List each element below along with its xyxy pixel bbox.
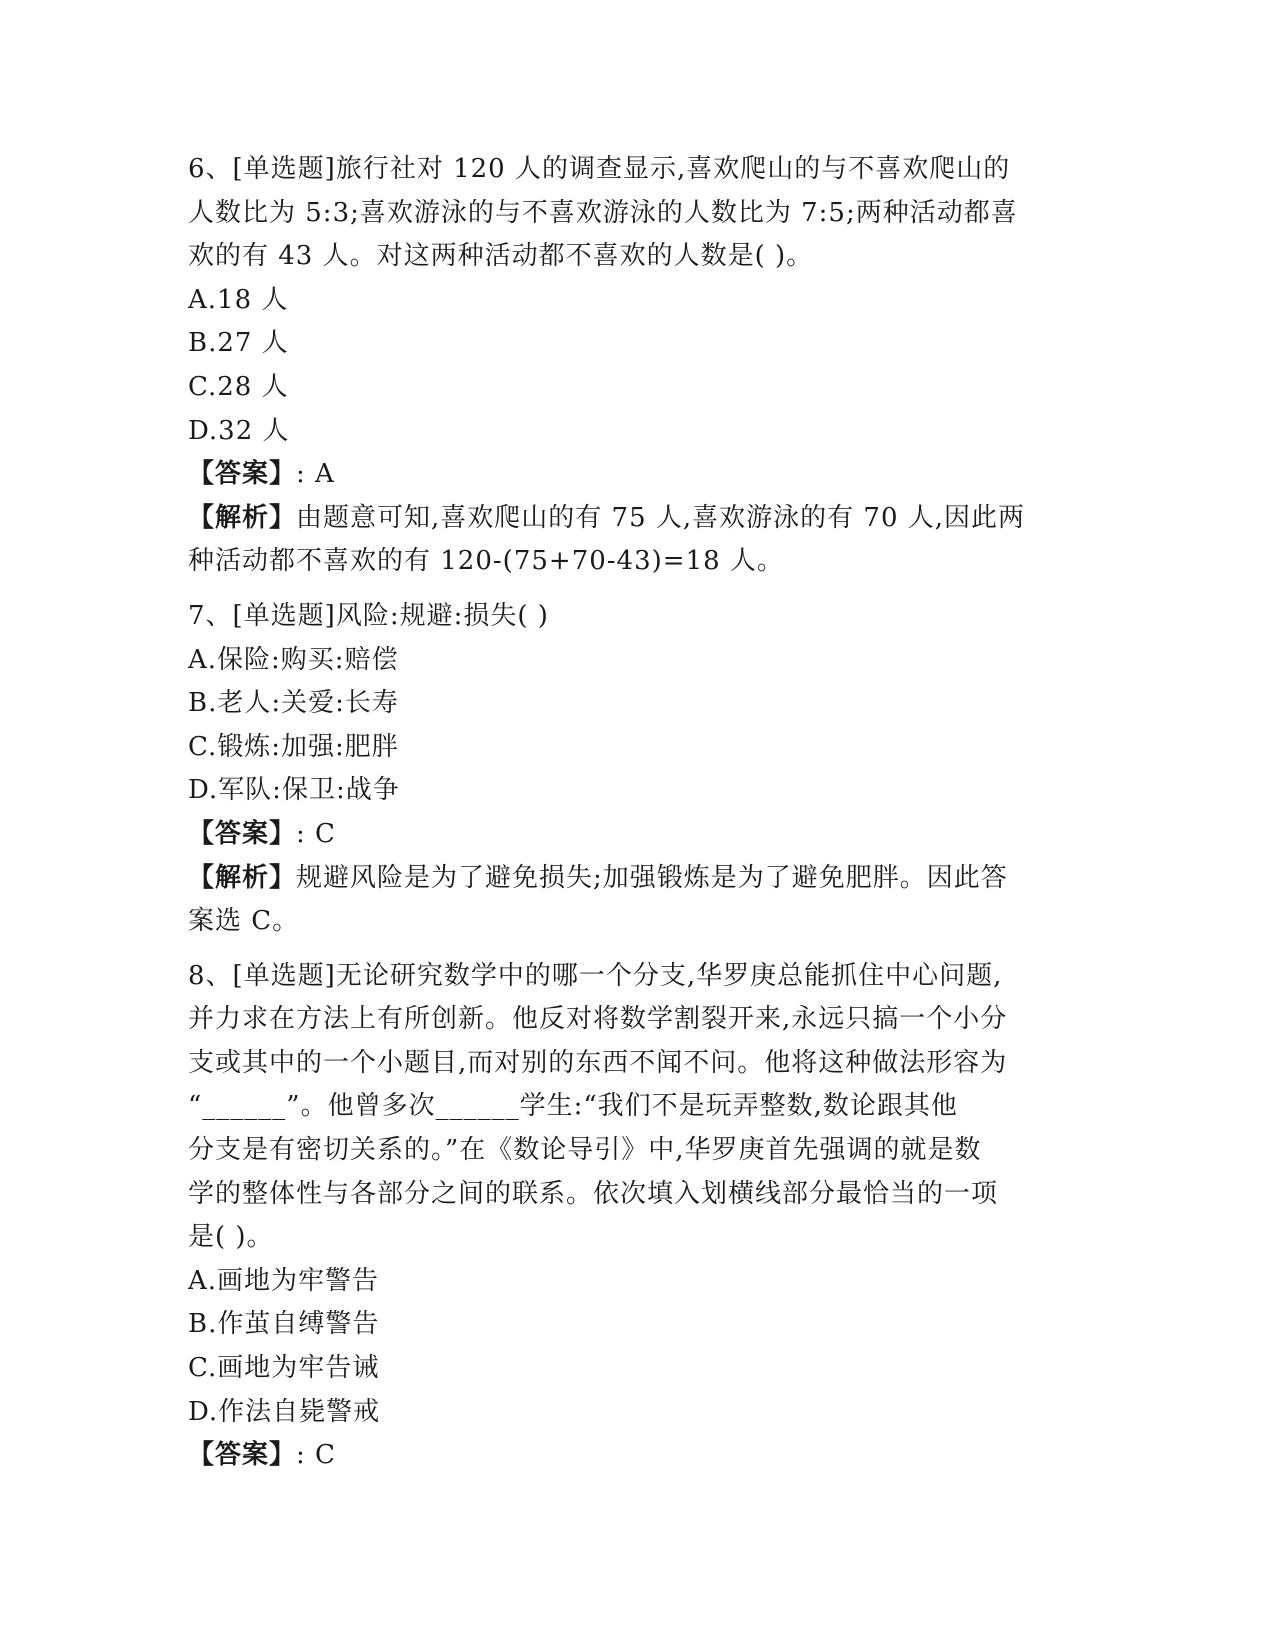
analysis-label: 【解析】 xyxy=(188,862,297,893)
analysis-text: 由题意可知,喜欢爬山的有 75 人,喜欢游泳的有 70 人,因此两 xyxy=(296,502,1026,533)
answer-value: : C xyxy=(296,818,336,849)
analysis-label: 【解析】 xyxy=(188,502,297,533)
question-stem-line: 7、[单选题]风险:规避:损失( ) xyxy=(188,600,549,631)
question-6 xyxy=(188,148,1078,584)
question-stem-line: 是( )。 xyxy=(188,1222,274,1253)
option-b: B.作茧自缚警告 xyxy=(188,1309,380,1340)
answer-label: 【答案】 xyxy=(188,459,297,490)
question-stem-line: 学的整体性与各部分之间的联系。依次填入划横线部分最恰当的一项 xyxy=(188,1178,999,1209)
option-c: C.28 人 xyxy=(188,371,289,402)
question-stem-line: 人数比为 5:3;喜欢游泳的与不喜欢游泳的人数比为 7:5;两种活动都喜 xyxy=(188,197,1018,228)
analysis-line xyxy=(188,497,1078,541)
question-stem-line: 并力求在方法上有所创新。他反对将数学割裂开来,永远只搞一个小分 xyxy=(188,1004,1008,1035)
option-c: C.画地为牢告诫 xyxy=(188,1353,380,1384)
option-b: B.老人:关爱:长寿 xyxy=(188,688,399,719)
option-a: A.18 人 xyxy=(188,284,289,315)
analysis-text: 种活动都不喜欢的有 120-(75+70-43)=18 人。 xyxy=(188,546,784,577)
option-b: B.27 人 xyxy=(188,328,289,359)
analysis-text: 规避风险是为了避免损失;加强锻炼是为了避免肥胖。因此答 xyxy=(296,862,1008,893)
question-stem-line: 欢的有 43 人。对这两种活动都不喜欢的人数是( )。 xyxy=(188,241,814,272)
answer-line xyxy=(188,453,1078,497)
question-8 xyxy=(188,955,1078,1478)
question-stem-line: 分支是有密切关系的。”在《数论导引》中,华罗庚首先强调的就是数 xyxy=(188,1135,982,1166)
question-stem-line: 支或其中的一个小题目,而对别的东西不闻不问。他将这种做法形容为 xyxy=(188,1047,1008,1078)
option-a: A.画地为牢警告 xyxy=(188,1265,380,1296)
analysis-line xyxy=(188,857,1078,901)
option-d: D.32 人 xyxy=(188,415,290,446)
option-c: C.锻炼:加强:肥胖 xyxy=(188,731,399,762)
question-stem-line: “______”。他曾多次______学生:“我们不是玩弄整数,数论跟其他 xyxy=(188,1091,958,1122)
answer-value: : A xyxy=(296,459,335,490)
answer-line xyxy=(188,1434,1078,1478)
answer-line xyxy=(188,813,1078,857)
answer-value: : C xyxy=(296,1440,336,1471)
question-7 xyxy=(188,595,1078,944)
answer-label: 【答案】 xyxy=(188,818,297,849)
answer-label: 【答案】 xyxy=(188,1440,297,1471)
option-a: A.保险:购买:赔偿 xyxy=(188,644,399,675)
option-d: D.作法自毙警戒 xyxy=(188,1396,381,1427)
question-stem-line: 8、[单选题]无论研究数学中的哪一个分支,华罗庚总能抓住中心问题, xyxy=(188,960,1003,991)
question-content xyxy=(188,148,1078,1478)
option-d: D.军队:保卫:战争 xyxy=(188,775,400,806)
question-stem-line: 6、[单选题]旅行社对 120 人的调查显示,喜欢爬山的与不喜欢爬山的 xyxy=(188,154,1011,184)
analysis-text: 案选 C。 xyxy=(188,906,300,937)
